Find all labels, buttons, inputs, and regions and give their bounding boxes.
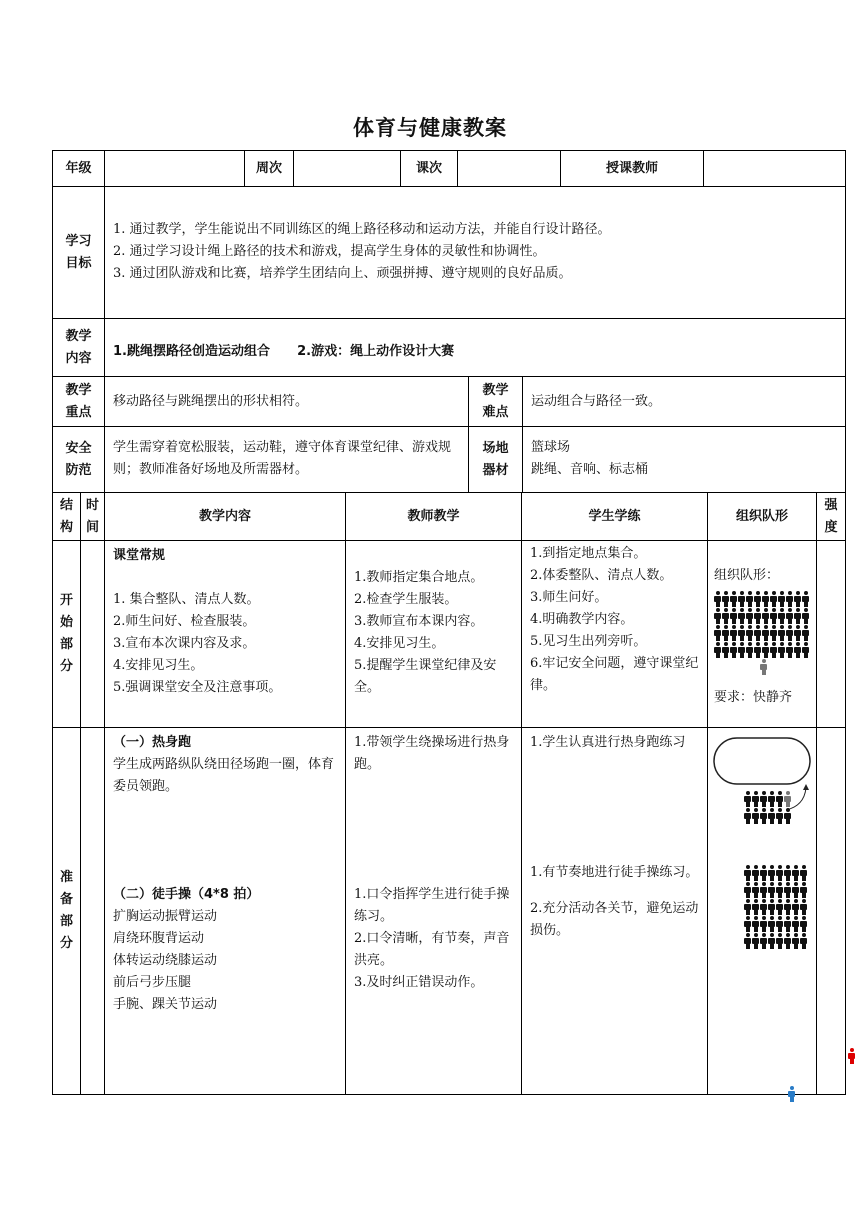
person-icon <box>784 933 791 949</box>
formation-row <box>744 916 808 933</box>
lesson-value[interactable] <box>457 150 561 187</box>
person-icon <box>762 642 769 658</box>
list-item: 1.口令指挥学生进行徒手操练习。 <box>354 887 510 924</box>
list-item: 6.牢记安全问题，遵守课堂纪律。 <box>530 656 699 693</box>
person-icon <box>752 791 759 807</box>
person-icon <box>802 642 809 658</box>
person-icon <box>760 882 767 898</box>
list-item: 4.安排见习生。 <box>354 636 445 651</box>
exercise-title: （二）徒手操（4*8 拍） <box>113 887 260 902</box>
prep-time <box>80 727 105 1095</box>
person-icon <box>738 608 745 624</box>
person-icon <box>714 625 721 641</box>
person-icon <box>800 899 807 915</box>
col-student: 学生学练 <box>521 492 708 541</box>
person-icon <box>794 591 801 607</box>
person-icon <box>746 608 753 624</box>
warmup-student: 1.学生认真进行热身跑练习 <box>530 735 686 750</box>
content-label: 教学内容 <box>52 318 105 377</box>
lesson-plan-table <box>52 150 846 1095</box>
person-icon <box>746 591 753 607</box>
person-icon <box>784 808 791 824</box>
person-icon <box>754 625 761 641</box>
start-intensity <box>816 540 846 728</box>
person-icon <box>760 791 767 807</box>
person-icon <box>786 625 793 641</box>
list-item: 2.师生问好、检查服装。 <box>113 614 256 629</box>
warmup-title: （一）热身跑 <box>113 735 192 750</box>
list-item: 肩绕环腹背运动 <box>113 931 205 946</box>
person-icon <box>802 608 809 624</box>
person-icon <box>744 899 751 915</box>
formation-row <box>714 608 812 625</box>
venue-box <box>522 426 846 493</box>
page-title: 体育与健康教案 <box>353 116 507 140</box>
person-icon <box>760 933 767 949</box>
formation-row <box>714 625 812 642</box>
person-icon <box>794 608 801 624</box>
list-item: 体转运动绕膝运动 <box>113 953 218 968</box>
person-icon <box>744 882 751 898</box>
formation-row <box>744 791 792 808</box>
person-icon <box>714 591 721 607</box>
person-icon <box>762 608 769 624</box>
teacher-figure <box>760 659 812 679</box>
person-icon <box>792 865 799 881</box>
difficulty-label: 教学难点 <box>468 376 523 427</box>
exercise-formation-diagram <box>744 865 808 950</box>
person-icon <box>760 865 767 881</box>
person-icon <box>762 591 769 607</box>
formation-row <box>744 899 808 916</box>
person-icon <box>714 642 721 658</box>
formation-requirement: 要求：快静齐 <box>714 690 793 705</box>
list-item: 4.明确教学内容。 <box>530 612 634 627</box>
formation-row <box>714 642 812 659</box>
person-icon <box>768 882 775 898</box>
person-icon <box>754 591 761 607</box>
col-time: 时间 <box>80 492 105 541</box>
person-icon <box>776 916 783 932</box>
week-value[interactable] <box>293 150 401 187</box>
person-icon <box>802 625 809 641</box>
person-icon <box>770 608 777 624</box>
col-intensity: 强度 <box>816 492 846 541</box>
track-oval <box>714 738 810 784</box>
person-icon <box>760 808 767 824</box>
person-icon <box>730 642 737 658</box>
objectives-box <box>104 186 846 319</box>
list-item: 手腕、踝关节运动 <box>113 997 218 1012</box>
prep-intensity <box>816 727 846 1095</box>
arrow-head <box>803 784 809 790</box>
person-icon <box>768 916 775 932</box>
list-item: 4.安排见习生。 <box>113 658 204 673</box>
objective-item: 3. 通过团队游戏和比赛，培养学生团结向上、顽强拼搏、遵守规则的良好品质。 <box>113 266 572 281</box>
running-columns-diagram <box>744 791 792 825</box>
person-icon <box>760 659 767 675</box>
list-item: 2.体委整队、清点人数。 <box>530 568 673 583</box>
person-icon <box>802 591 809 607</box>
person-icon <box>722 591 729 607</box>
grade-label: 年级 <box>52 150 105 187</box>
person-icon <box>752 916 759 932</box>
difficulty-text: 运动组合与路径一致。 <box>522 376 846 427</box>
person-icon <box>776 882 783 898</box>
person-icon <box>778 608 785 624</box>
person-icon <box>722 642 729 658</box>
list-item: 5.见习生出列旁听。 <box>530 634 647 649</box>
person-icon <box>744 865 751 881</box>
formation-row <box>744 882 808 899</box>
prep-content <box>104 727 346 1095</box>
person-icon <box>786 608 793 624</box>
list-item: 3.师生问好。 <box>530 590 608 605</box>
formation-label: 组织队形： <box>714 568 780 583</box>
prep-student <box>521 727 708 1095</box>
prep-section-label: 准备部分 <box>52 727 81 1095</box>
col-formation: 组织队形 <box>707 492 817 541</box>
formation-row <box>744 865 808 882</box>
safety-text: 学生需穿着宽松服装，运动鞋，遵守体育课堂纪律、游戏规则；教师准备好场地及所需器材。 <box>104 426 469 493</box>
person-icon <box>792 899 799 915</box>
person-icon <box>776 808 783 824</box>
person-icon <box>730 591 737 607</box>
formation-row <box>714 591 812 608</box>
list-item: 5.强调课堂安全及注意事项。 <box>113 680 282 695</box>
person-icon <box>754 642 761 658</box>
person-icon <box>792 882 799 898</box>
person-icon <box>778 591 785 607</box>
start-teacher <box>345 540 522 728</box>
person-icon <box>770 591 777 607</box>
person-icon <box>788 1086 795 1102</box>
objectives-list <box>113 219 837 285</box>
list-item: 5.提醒学生课堂纪律及安全。 <box>354 658 497 695</box>
start-section-label: 开始部分 <box>52 540 81 728</box>
person-icon <box>714 608 721 624</box>
person-icon <box>768 933 775 949</box>
key-points-label: 教学重点 <box>52 376 105 427</box>
person-icon <box>770 642 777 658</box>
objective-item: 1. 通过教学，学生能说出不同训练区的绳上路径移动和运动方法，并能自行设计路径。 <box>113 222 611 237</box>
start-time <box>80 540 105 728</box>
person-icon <box>754 608 761 624</box>
person-icon <box>738 591 745 607</box>
warmup-text: 学生成两路纵队绕田径场跑一圈，体育委员领跑。 <box>113 757 335 794</box>
person-icon <box>744 808 751 824</box>
person-icon <box>792 916 799 932</box>
person-icon <box>800 865 807 881</box>
objectives-label: 学习目标 <box>52 186 105 319</box>
person-icon <box>776 899 783 915</box>
list-item: 1.到指定地点集合。 <box>530 546 647 561</box>
person-icon <box>794 625 801 641</box>
content-text: 1.跳绳摆路径创造运动组合 2.游戏：绳上动作设计大赛 <box>104 318 846 377</box>
person-icon <box>760 916 767 932</box>
list-item: 3.及时纠正错误动作。 <box>354 975 484 990</box>
lesson-label: 课次 <box>400 150 458 187</box>
person-icon <box>776 933 783 949</box>
person-icon <box>752 899 759 915</box>
prep-teacher <box>345 727 522 1095</box>
person-icon <box>746 642 753 658</box>
person-icon <box>752 933 759 949</box>
person-icon <box>738 625 745 641</box>
person-icon <box>784 865 791 881</box>
person-icon <box>800 882 807 898</box>
formation-row <box>744 933 808 950</box>
person-icon <box>784 899 791 915</box>
col-content: 教学内容 <box>104 492 346 541</box>
venue-label: 场地器材 <box>468 426 523 493</box>
person-icon <box>752 808 759 824</box>
list-item: 2.口令清晰，有节奏，声音洪亮。 <box>354 931 510 968</box>
week-label: 周次 <box>244 150 294 187</box>
person-icon <box>762 625 769 641</box>
safety-label: 安全防范 <box>52 426 105 493</box>
warmup-teacher: 1.带领学生绕操场进行热身跑。 <box>354 735 510 772</box>
person-icon <box>848 1048 855 1064</box>
person-icon <box>792 933 799 949</box>
person-icon <box>768 791 775 807</box>
person-icon <box>778 642 785 658</box>
person-icon <box>744 933 751 949</box>
formation-row <box>744 808 792 825</box>
grade-value[interactable] <box>104 150 245 187</box>
person-icon <box>768 808 775 824</box>
person-icon <box>722 608 729 624</box>
col-structure: 结构 <box>52 492 81 541</box>
person-icon <box>776 791 783 807</box>
teacher-value[interactable] <box>703 150 846 187</box>
routine-title: 课堂常规 <box>113 548 166 563</box>
col-teacher: 教师教学 <box>345 492 522 541</box>
person-icon <box>800 916 807 932</box>
teacher-label: 授课教师 <box>560 150 704 187</box>
person-icon <box>786 591 793 607</box>
person-icon <box>768 865 775 881</box>
objective-item: 2. 通过学习设计绳上路径的技术和游戏，提高学生身体的灵敏性和协调性。 <box>113 244 546 259</box>
person-icon <box>744 916 751 932</box>
list-item: 3.教师宣布本课内容。 <box>354 614 484 629</box>
person-icon <box>784 791 791 807</box>
person-icon <box>730 625 737 641</box>
formation-diagram <box>714 591 812 659</box>
person-icon <box>778 625 785 641</box>
list-item: 1.有节奏地进行徒手操练习。 <box>530 865 699 880</box>
person-icon <box>752 882 759 898</box>
start-formation <box>707 540 817 728</box>
person-icon <box>730 608 737 624</box>
person-icon <box>752 865 759 881</box>
person-icon <box>784 916 791 932</box>
list-item: 2.充分活动各关节，避免运动损伤。 <box>530 901 699 938</box>
person-icon <box>738 642 745 658</box>
person-icon <box>786 642 793 658</box>
venue-line: 跳绳、音响、标志桶 <box>531 462 649 477</box>
key-points-text: 移动路径与跳绳摆出的形状相符。 <box>104 376 469 427</box>
person-icon <box>770 625 777 641</box>
start-student <box>521 540 708 728</box>
person-icon <box>746 625 753 641</box>
list-item: 扩胸运动振臂运动 <box>113 909 218 924</box>
venue-line: 篮球场 <box>531 440 571 455</box>
person-icon <box>784 882 791 898</box>
list-item: 2.检查学生服装。 <box>354 592 458 607</box>
person-icon <box>794 642 801 658</box>
person-icon <box>744 791 751 807</box>
list-item: 1.教师指定集合地点。 <box>354 570 484 585</box>
person-icon <box>776 865 783 881</box>
list-item: 3.宣布本次课内容及求。 <box>113 636 256 651</box>
person-icon <box>722 625 729 641</box>
list-item: 1. 集合整队、清点人数。 <box>113 592 260 607</box>
person-icon <box>760 899 767 915</box>
person-icon <box>800 933 807 949</box>
start-content <box>104 540 346 728</box>
person-icon <box>768 899 775 915</box>
list-item: 前后弓步压腿 <box>113 975 192 990</box>
prep-formation <box>707 727 817 1095</box>
